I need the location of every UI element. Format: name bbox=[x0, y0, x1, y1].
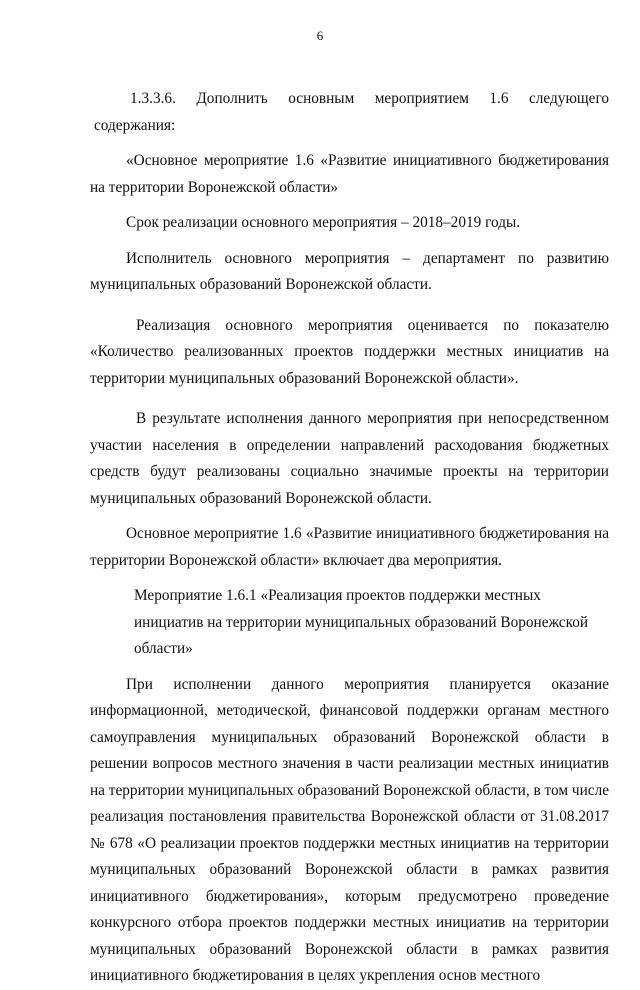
page-number: 6 bbox=[316, 28, 324, 43]
paragraph-amendment-intro: 1.3.3.6. Дополнить основным мероприятием 1.6 следующего содержания: bbox=[94, 90, 609, 134]
paragraph-main-event-title: «Основное мероприятие 1.6 «Развитие инициативного бюджетирования на территории Воронежской области» bbox=[90, 152, 609, 196]
paragraph-two-events: Основное мероприятие 1.6 «Развитие инициативного бюджетирования на территории Воронежской области» включает два мероприятия. bbox=[90, 525, 609, 569]
paragraph-subevent-description: При исполнении данного мероприятия планируется оказание информационной, методической, финансовой поддержки органам местного самоуправления муниципальных образований Воронежской области в решении вопросов местного значения в части реализации местных инициатив на территории муниципальных образований Воронежской области, в том числе реализация постановления правительства Воронежской области от 31.08.2017 № 678 «О реализации проектов поддержки местных инициатив на территории муниципальных образований Воронежской области в рамках развития инициативного бюджетирования», которым предусмотрено проведение конкурсного отбора проектов поддержки местных инициатив на территории муниципальных образований Воронежской области в рамках развития инициативного бюджетирования в целях укрепления основ местного bbox=[90, 675, 609, 984]
paragraph-results: В результате исполнения данного мероприятия при непосредственном участии населения в определении направлений расходования бюджетных средств будут реализованы социально значимые проекты на территории муниципальных образований Воронежской области. bbox=[90, 410, 609, 507]
document-body bbox=[90, 86, 609, 990]
paragraph-implementation-period: Срок реализации основного мероприятия – 2018–2019 годы. bbox=[126, 214, 521, 231]
paragraph-executor: Исполнитель основного мероприятия – департамент по развитию муниципальных образований Воронежской области. bbox=[90, 249, 609, 293]
paragraph-indicator: Реализация основного мероприятия оценивается по показателю «Количество реализованных проектов поддержки местных инициатив на территории муниципальных образований Воронежской области». bbox=[90, 316, 609, 387]
subevent-title: Мероприятие 1.6.1 «Реализация проектов поддержки местных инициатив на территории муниципальных образований Воронежской области» bbox=[134, 587, 589, 657]
